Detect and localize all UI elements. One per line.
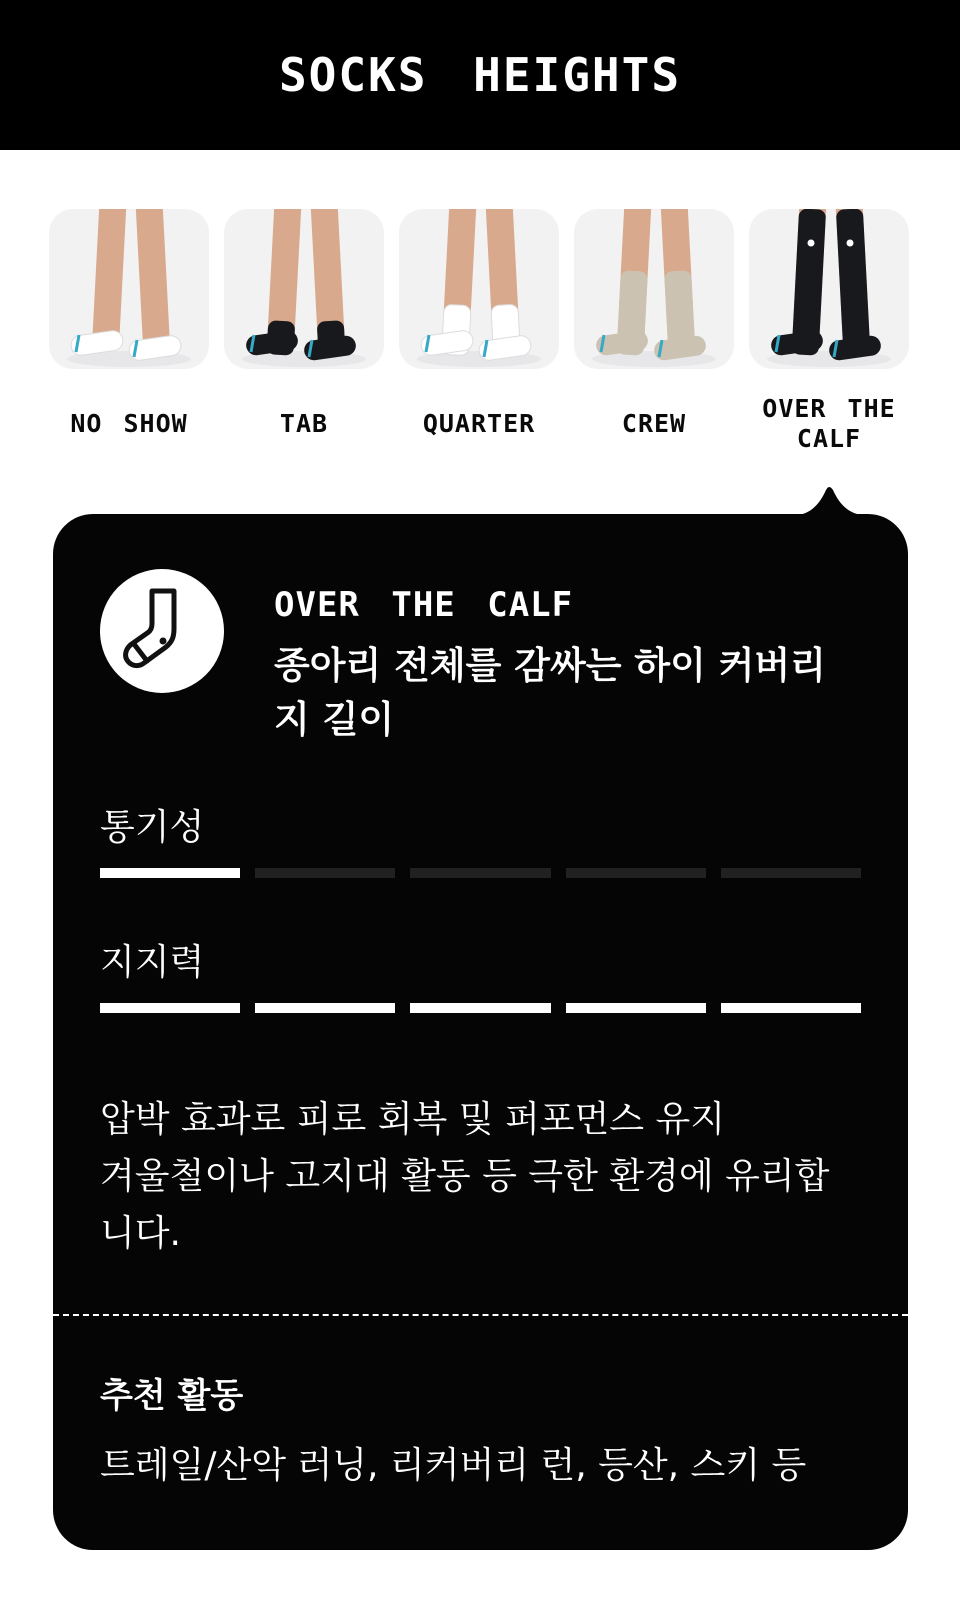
support-meter	[100, 1003, 861, 1013]
quarter-photo-illustration	[399, 209, 559, 369]
description	[100, 1091, 861, 1262]
meter-bar	[721, 868, 861, 878]
page-title: SOCKS HEIGHTS	[278, 48, 682, 102]
panel-header-text	[274, 569, 861, 743]
meter-bar	[100, 1003, 240, 1013]
sock-height-label-quarter[interactable]: QUARTER	[422, 409, 536, 438]
sock-height-card-tab[interactable]	[224, 209, 384, 369]
breathability-label: 통기성	[100, 807, 205, 848]
dashed-divider	[53, 1314, 908, 1316]
description-line-2: 겨울철이나 고지대 활동 등 극한 환경에 유리합니다.	[100, 1156, 830, 1254]
sock-icon-circle	[100, 569, 224, 693]
sock-height-label-no-show[interactable]: NO SHOW	[70, 409, 188, 438]
meter-bar	[100, 868, 240, 878]
sock-height-label-crew[interactable]: CREW	[621, 409, 687, 438]
panel-title: OVER THE CALF	[274, 585, 574, 625]
over-the-calf-sock-icon	[122, 585, 202, 677]
support-label: 지지력	[100, 942, 205, 983]
sock-height-card-no-show[interactable]	[49, 209, 209, 369]
panel-header	[100, 569, 861, 743]
meter-bar	[721, 1003, 861, 1013]
recommended-activities-title: 추천 활동	[100, 1376, 244, 1416]
panel-subtitle: 종아리 전체를 감싸는 하이 커버리지 길이	[274, 644, 826, 741]
sock-height-label-over-the-calf[interactable]: OVER THE CALF	[762, 394, 896, 453]
sock-heights-labels	[0, 369, 960, 456]
crew-photo-illustration	[574, 209, 734, 369]
recommended-activities-text: 트레일/산악 러닝, 리커버리 런, 등산, 스키 등	[100, 1445, 807, 1486]
sock-height-label-tab[interactable]: TAB	[279, 409, 329, 438]
detail-panel-wrap	[53, 514, 908, 1550]
meter-bar	[410, 868, 550, 878]
sock-height-card-quarter[interactable]	[399, 209, 559, 369]
header	[0, 0, 960, 150]
tab-photo-illustration	[224, 209, 384, 369]
description-line-1: 압박 효과로 피로 회복 및 퍼포먼스 유지	[100, 1099, 726, 1140]
meter-bar	[566, 868, 706, 878]
detail-panel	[53, 514, 908, 1550]
breathability-meter	[100, 868, 861, 878]
meter-bar	[255, 1003, 395, 1013]
meter-bar	[566, 1003, 706, 1013]
sock-height-card-crew[interactable]	[574, 209, 734, 369]
over-the-calf-photo-illustration	[749, 209, 909, 369]
sock-heights-row	[0, 150, 960, 369]
meter-bar	[255, 868, 395, 878]
no-show-photo-illustration	[49, 209, 209, 369]
meter-bar	[410, 1003, 550, 1013]
pointer-arrow	[798, 486, 862, 515]
sock-height-card-over-the-calf[interactable]	[749, 209, 909, 369]
